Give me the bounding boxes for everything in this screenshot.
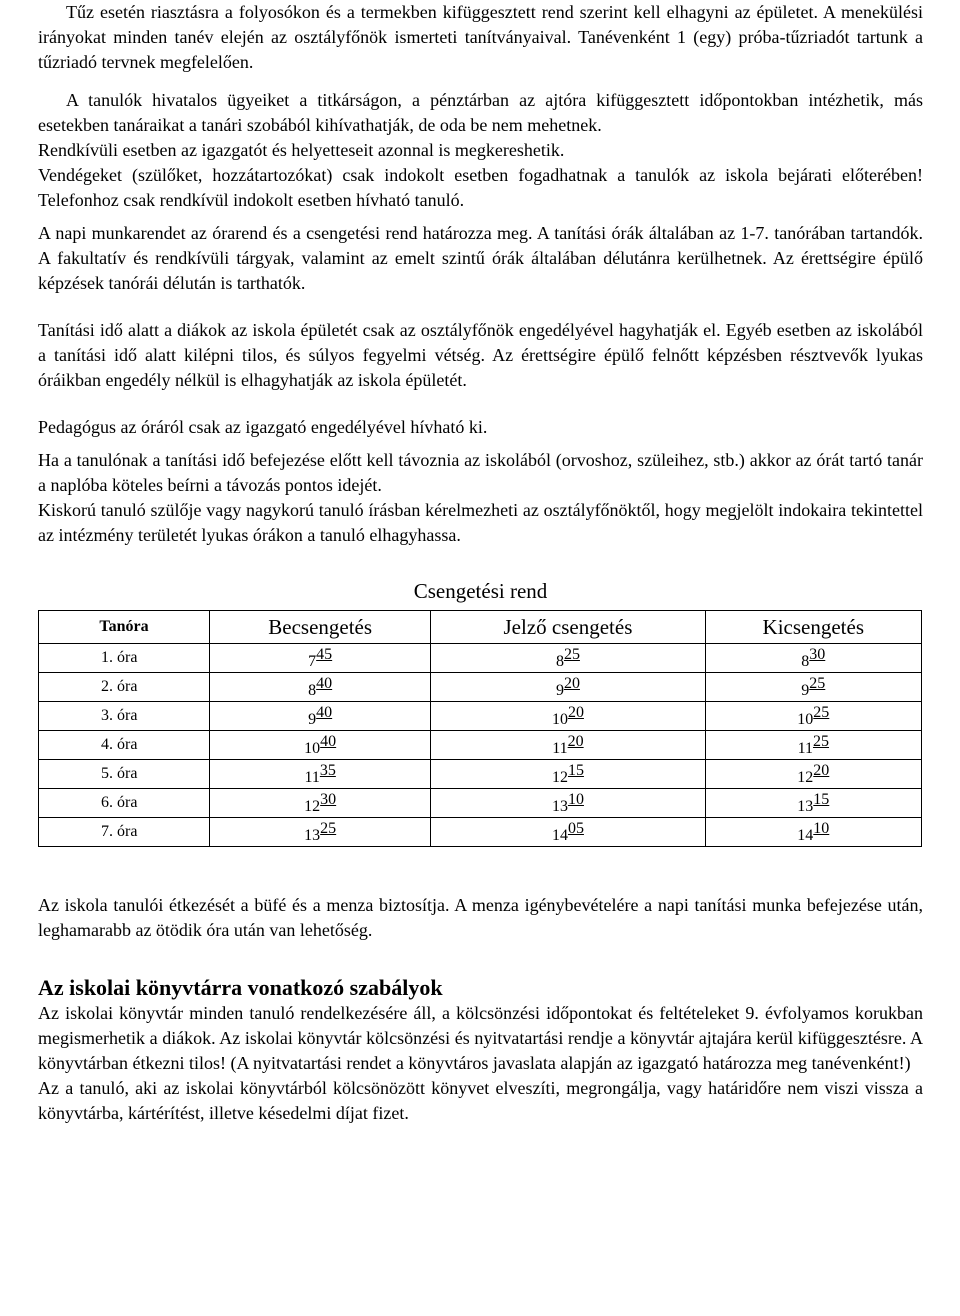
end-time-cell bbox=[705, 644, 921, 673]
hour-value: 7 bbox=[308, 652, 317, 670]
lesson-cell: 2. óra bbox=[39, 673, 210, 702]
hour-value: 13 bbox=[551, 797, 568, 815]
minute-value: 20 bbox=[563, 674, 580, 692]
start-time-cell bbox=[210, 760, 431, 789]
minute-value: 25 bbox=[809, 674, 826, 692]
minute-value: 20 bbox=[567, 732, 584, 750]
lesson-cell: 5. óra bbox=[39, 760, 210, 789]
minute-value: 25 bbox=[320, 819, 337, 837]
signal-time-cell bbox=[431, 818, 705, 847]
header-end-bell: Kicsengetés bbox=[705, 611, 921, 644]
signal-time-cell bbox=[431, 673, 705, 702]
paragraph-parent-request: Kiskorú tanuló szülője vagy nagykorú tanuló írásban kérelmezheti az osztályfőnöktől, hogy megjelölt indokaira tekintettel az intézmény területét lyukas órákon a tanuló elhagyhassa. bbox=[38, 500, 923, 545]
schedule-title: Csengetési rend bbox=[413, 579, 548, 603]
end-time-cell bbox=[705, 702, 921, 731]
hour-value: 9 bbox=[308, 710, 317, 728]
library-heading: Az iskolai könyvtárra vonatkozó szabályok bbox=[38, 975, 443, 1000]
header-signal-bell: Jelző csengetés bbox=[431, 611, 705, 644]
minute-value: 25 bbox=[812, 732, 829, 750]
hour-value: 9 bbox=[555, 681, 564, 699]
hour-value: 12 bbox=[797, 768, 814, 786]
table-row bbox=[39, 702, 922, 731]
bell-schedule-table bbox=[38, 610, 922, 847]
start-time-cell bbox=[210, 731, 431, 760]
hour-value: 14 bbox=[797, 826, 814, 844]
hour-value: 13 bbox=[304, 826, 321, 844]
signal-time-cell bbox=[431, 702, 705, 731]
end-time-cell bbox=[705, 673, 921, 702]
document-page bbox=[38, 0, 923, 1126]
paragraph-library-damage: Az a tanuló, aki az iskolai könyvtárból kölcsönözött könyvet elveszíti, megrongálja, vagy határidőre nem viszi vissza a könyvtárba, kártérítést, illetve késedelmi díjat fizet. bbox=[38, 1078, 923, 1123]
minute-value: 15 bbox=[567, 761, 584, 779]
table-row bbox=[39, 818, 922, 847]
table-header-row bbox=[39, 611, 922, 644]
hour-value: 9 bbox=[801, 681, 810, 699]
hour-value: 13 bbox=[797, 797, 814, 815]
minute-value: 25 bbox=[813, 703, 830, 721]
hour-value: 11 bbox=[797, 739, 813, 757]
table-body bbox=[39, 644, 922, 847]
lesson-cell: 4. óra bbox=[39, 731, 210, 760]
hour-value: 12 bbox=[304, 797, 321, 815]
paragraph-meals: Az iskola tanulói étkezését a büfé és a menza biztosítja. A menza igénybevételére a napi tanítási munka befejezése után, leghamarabb az ötödik óra után van lehetőség. bbox=[38, 895, 923, 940]
minute-value: 30 bbox=[320, 790, 337, 808]
hour-value: 12 bbox=[551, 768, 568, 786]
start-time-cell bbox=[210, 644, 431, 673]
hour-value: 11 bbox=[304, 768, 320, 786]
minute-value: 40 bbox=[320, 732, 337, 750]
minute-value: 40 bbox=[316, 674, 333, 692]
lesson-cell: 6. óra bbox=[39, 789, 210, 818]
minute-value: 35 bbox=[319, 761, 336, 779]
paragraph-leaving-building: Tanítási idő alatt a diákok az iskola épületét csak az osztályfőnök engedélyével hagyhatják el. Egyéb esetben az iskolából a tanítási idő alatt kilépni tilos, és súlyos fegyelmi vétség. Az érettségire épülő felnőtt képzésben résztvevők lyukas óráikban engedély nélkül is elhagyhatják az iskola épületét. bbox=[38, 320, 923, 390]
table-row bbox=[39, 644, 922, 673]
table-row bbox=[39, 731, 922, 760]
signal-time-cell bbox=[431, 731, 705, 760]
minute-value: 30 bbox=[809, 645, 826, 663]
lesson-cell: 3. óra bbox=[39, 702, 210, 731]
paragraph-teacher-called-out: Pedagógus az óráról csak az igazgató engedélyével hívható ki. bbox=[38, 417, 488, 437]
hour-value: 14 bbox=[551, 826, 568, 844]
table-row bbox=[39, 760, 922, 789]
hour-value: 11 bbox=[552, 739, 568, 757]
hour-value: 10 bbox=[304, 739, 321, 757]
paragraph-early-leave: Ha a tanulónak a tanítási idő befejezése előtt kell távoznia az iskolából (orvoshoz, szüleihez, stb.) akkor az órát tartó tanár a naplóba köteles beírni a távozás pontos idejét. bbox=[38, 450, 923, 495]
paragraph-emergency-contact: Rendkívüli esetben az igazgatót és helyetteseit azonnal is megkereshetik. bbox=[38, 140, 565, 160]
start-time-cell bbox=[210, 789, 431, 818]
signal-time-cell bbox=[431, 760, 705, 789]
hour-value: 8 bbox=[308, 681, 317, 699]
end-time-cell bbox=[705, 789, 921, 818]
paragraph-official-matters: A tanulók hivatalos ügyeiket a titkárságon, a pénztárban az ajtóra kifüggesztett időpontokban intézhetik, más esetekben tanáraikat a tanári szobából kihívathatják, de oda be nem mehetnek. bbox=[38, 90, 923, 135]
paragraph-visitors: Vendégeket (szülőket, hozzátartozókat) csak indokolt esetben fogadhatnak a tanulók az iskola bejárati előterében! Telefonhoz csak rendkívül indokolt esetben hívható tanuló. bbox=[38, 165, 923, 210]
minute-value: 20 bbox=[567, 703, 584, 721]
minute-value: 10 bbox=[813, 819, 830, 837]
end-time-cell bbox=[705, 731, 921, 760]
minute-value: 15 bbox=[813, 790, 830, 808]
minute-value: 45 bbox=[316, 645, 333, 663]
minute-value: 05 bbox=[567, 819, 584, 837]
end-time-cell bbox=[705, 818, 921, 847]
hour-value: 10 bbox=[797, 710, 814, 728]
start-time-cell bbox=[210, 673, 431, 702]
minute-value: 10 bbox=[567, 790, 584, 808]
start-time-cell bbox=[210, 818, 431, 847]
lesson-cell: 1. óra bbox=[39, 644, 210, 673]
hour-value: 10 bbox=[551, 710, 568, 728]
paragraph-daily-schedule: A napi munkarendet az órarend és a csengetési rend határozza meg. A tanítási órák általában az 1-7. tanórában tartandók. A fakultatív és rendkívüli tárgyak, valamint az emelt szintű órák általában délutánra kerülhetnek. Az érettségire épülő képzések tanórái délután is tarthatók. bbox=[38, 223, 923, 293]
signal-time-cell bbox=[431, 789, 705, 818]
table-row bbox=[39, 789, 922, 818]
header-lesson: Tanóra bbox=[39, 611, 210, 644]
paragraph-fire-alarm: Tűz esetén riasztásra a folyosókon és a termekben kifüggesztett rend szerint kell elhagyni az épületet. A menekülési irányokat minden tanév elején az osztályfőnök ismerteti tanítványaival. Tanévenként 1 (egy) próba-tűzriadót tartunk a tűzriadó tervnek megfelelően. bbox=[38, 2, 923, 72]
signal-time-cell bbox=[431, 644, 705, 673]
minute-value: 40 bbox=[316, 703, 333, 721]
minute-value: 25 bbox=[563, 645, 580, 663]
start-time-cell bbox=[210, 702, 431, 731]
end-time-cell bbox=[705, 760, 921, 789]
lesson-cell: 7. óra bbox=[39, 818, 210, 847]
table-row bbox=[39, 673, 922, 702]
hour-value: 8 bbox=[801, 652, 810, 670]
header-start-bell: Becsengetés bbox=[210, 611, 431, 644]
minute-value: 20 bbox=[813, 761, 830, 779]
paragraph-library-access: Az iskolai könyvtár minden tanuló rendelkezésére áll, a kölcsönzési időpontokat és feltételeket 9. évfolyamos korukban megismerhetik a diákok. Az iskolai könyvtár kölcsönzési és nyitvatartási rendje a könyvtár ajtajára kerül kifüggesztésre. A könyvtárban étkezni tilos! (A nyitvatartási rendet a könyvtáros javaslata alapján az igazgató határozza meg tanévenként!) bbox=[38, 1003, 923, 1073]
hour-value: 8 bbox=[555, 652, 564, 670]
